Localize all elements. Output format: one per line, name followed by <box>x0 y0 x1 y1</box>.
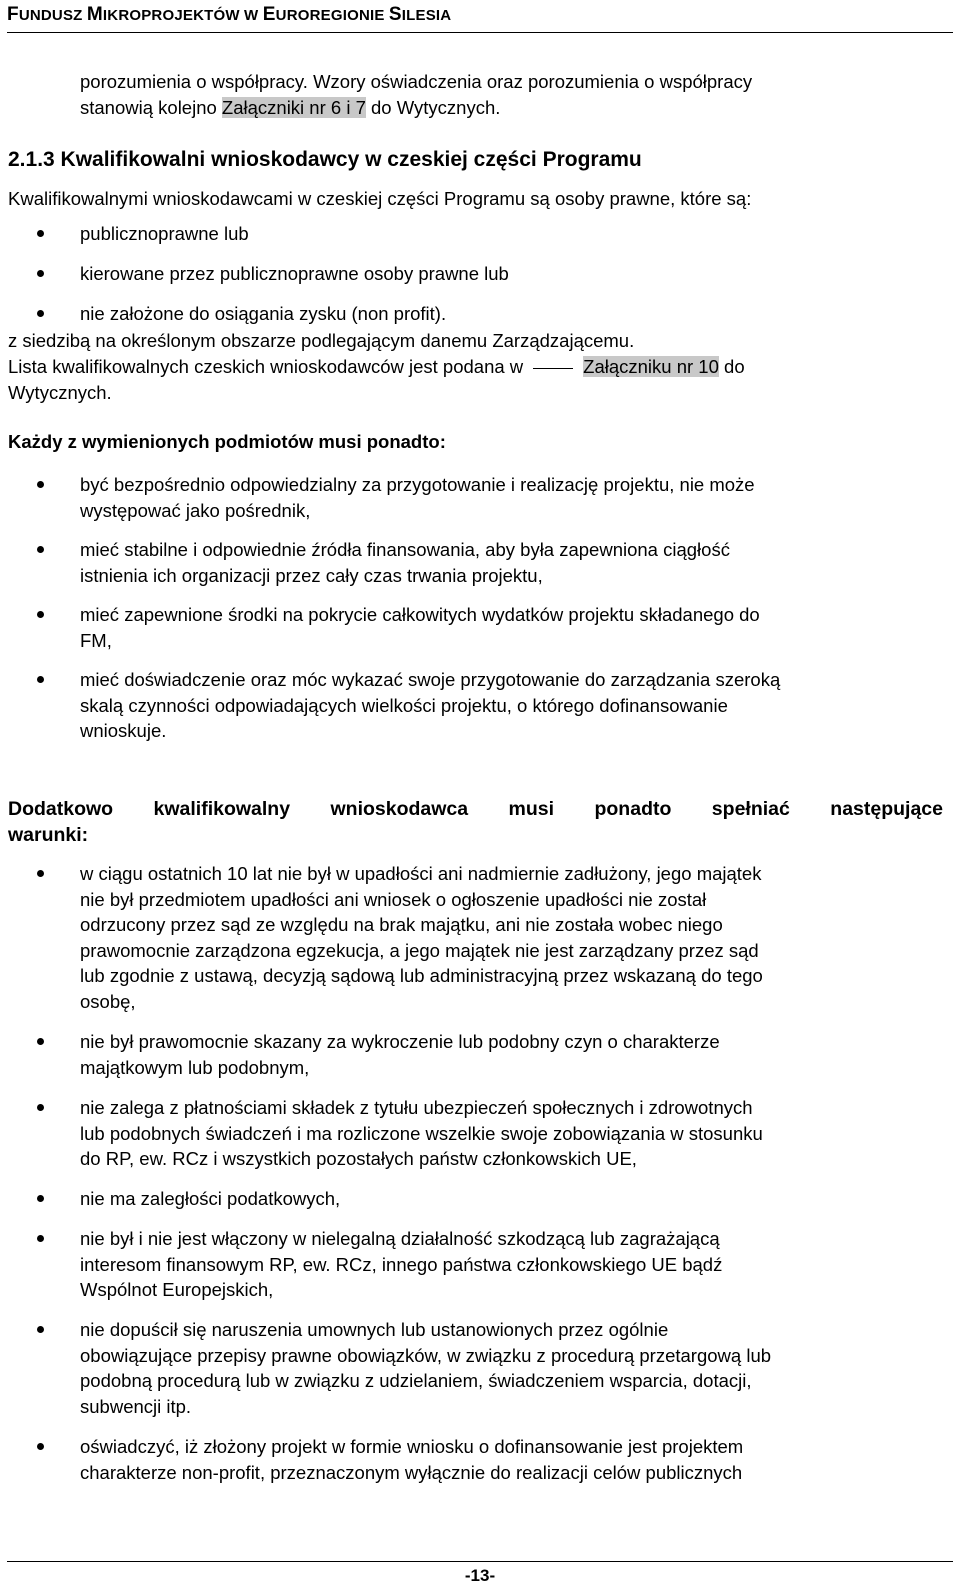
additional-heading-1: Dodatkowo kwalifikowalny wnioskodawca musi ponadto spełniać następujące <box>8 798 943 820</box>
bullet-icon <box>37 310 44 317</box>
bullet-icon <box>37 611 44 618</box>
list-item: nie dopuścił się naruszenia umownych lub ustanowionych przez ogólnie obowiązujące przepisy prawne obowiązków, w związku z procedurą przetargową lub podobną procedurą lub w związku z udzielaniem, świadczeniem wsparcia, dotacji, subwencji itp. <box>80 1319 772 1417</box>
list-item: nie był prawomocnie skazany za wykroczenie lub podobny czyn o charakterze majątkowym lub podobnym, <box>80 1031 720 1078</box>
annex-10-link[interactable]: Załączniku nr 10 <box>583 356 719 377</box>
bullet-icon <box>37 1038 44 1045</box>
list-item: być bezpośrednio odpowiedzialny za przygotowanie i realizację projektu, nie może występować jako pośrednik, <box>80 474 755 521</box>
header-rule <box>7 32 953 33</box>
list-item: publicznoprawne lub <box>80 223 249 244</box>
annex-6-7-link[interactable]: Załączniki nr 6 i 7 <box>221 97 366 118</box>
page-number: -13- <box>464 1566 496 1585</box>
list-line-2: Wytycznych. <box>8 382 112 403</box>
bullet-icon <box>37 676 44 683</box>
header-rest-3: UROREGIONIE <box>275 7 389 24</box>
list-item: kierowane przez publicznoprawne osoby prawne lub <box>80 263 509 284</box>
seat-line: z siedzibą na określonym obszarze podlegającym danemu Zarządzającemu. <box>8 330 635 351</box>
list-item: nie był i nie jest włączony w nielegalną działalność szkodzącą lub zagrażającą interesom finansowym RP, ew. RCz, innego państwa członkowskiego UE bądź Wspólnot Europejskich, <box>80 1228 723 1300</box>
footer-rule <box>7 1561 953 1562</box>
bullet-icon <box>37 546 44 553</box>
bullet-icon <box>37 270 44 277</box>
list-item: oświadczyć, iż złożony projekt w formie wniosku o dofinansowanie jest projektem charakterze non-profit, przeznaczonym wyłącznie do realizacji celów publicznych <box>80 1436 744 1483</box>
bullet-icon <box>37 1235 44 1242</box>
list-item: nie założone do osiągania zysku (non profit). <box>80 303 447 324</box>
header-cap-3: E <box>262 4 276 25</box>
bullet-icon <box>37 481 44 488</box>
additional-heading-2: warunki: <box>8 824 89 846</box>
section-heading: 2.1.3 Kwalifikowalni wnioskodawcy w czeskiej części Programu <box>8 148 642 171</box>
header-rest-4: ILESIA <box>401 7 452 24</box>
header-cap-4: S <box>388 4 402 25</box>
section-lead: Kwalifikowalnymi wnioskodawcami w czeskiej części Programu są osoby prawne, które są: <box>8 188 752 209</box>
header-cap-2: M <box>86 4 103 25</box>
bullet-icon <box>37 230 44 237</box>
intro-line-2: stanowią kolejno Załączniki nr 6 i 7 do Wytycznych. <box>80 97 501 118</box>
document-header <box>7 4 451 26</box>
list-item: nie ma zaległości podatkowych, <box>80 1188 341 1209</box>
list-item: w ciągu ostatnich 10 lat nie był w upadłości ani nadmiernie zadłużony, jego majątek nie był przedmiotem upadłości ani wniosek o ogłoszenie upadłości nie został odrzucony przez sąd ze względu na brak majątku, ani nie została wobec niego prawomocnie zarządzona egzekucja, a jego majątek nie jest zarządzany przez sąd lub zgodnie z ustawą, decyzją sądową lub administracyjną przez wskazaną do tego osobę, <box>80 863 763 1012</box>
bullet-icon <box>37 1326 44 1333</box>
bullet-icon <box>37 1443 44 1450</box>
header-rest-2: IKROPROJEKTÓW W <box>102 7 263 24</box>
intro-line-1: porozumienia o współpracy. Wzory oświadczenia oraz porozumienia o współpracy <box>80 71 753 92</box>
list-item: mieć doświadczenie oraz móc wykazać swoje przygotowanie do zarządzania szeroką skalą czynności odpowiadających wielkości projektu, o którego dofinansowanie wnioskuje. <box>80 669 781 741</box>
dash-line <box>533 368 573 369</box>
list-item: mieć zapewnione środki na pokrycie całkowitych wydatków projektu składanego do FM, <box>80 604 760 651</box>
bullet-icon <box>37 1195 44 1202</box>
header-rest-1: UNDUSZ <box>18 7 87 24</box>
bullet-icon <box>37 870 44 877</box>
bullet-icon <box>37 1104 44 1111</box>
list-line: Lista kwalifikowalnych czeskich wnioskodawców jest podana w Załączniku nr 10 do <box>8 356 745 377</box>
each-heading: Każdy z wymienionych podmiotów musi ponadto: <box>8 431 446 452</box>
header-cap-1: F <box>7 4 19 25</box>
list-item: nie zalega z płatnościami składek z tytułu ubezpieczeń społecznych i zdrowotnych lub podobnych świadczeń i ma rozliczone wszelkie swoje zobowiązania w stosunku do RP, ew. RCz i wszystkich pozostałych państw członkowskich UE, <box>80 1097 763 1169</box>
list-item: mieć stabilne i odpowiednie źródła finansowania, aby była zapewniona ciągłość istnienia ich organizacji przez cały czas trwania projektu, <box>80 539 730 586</box>
